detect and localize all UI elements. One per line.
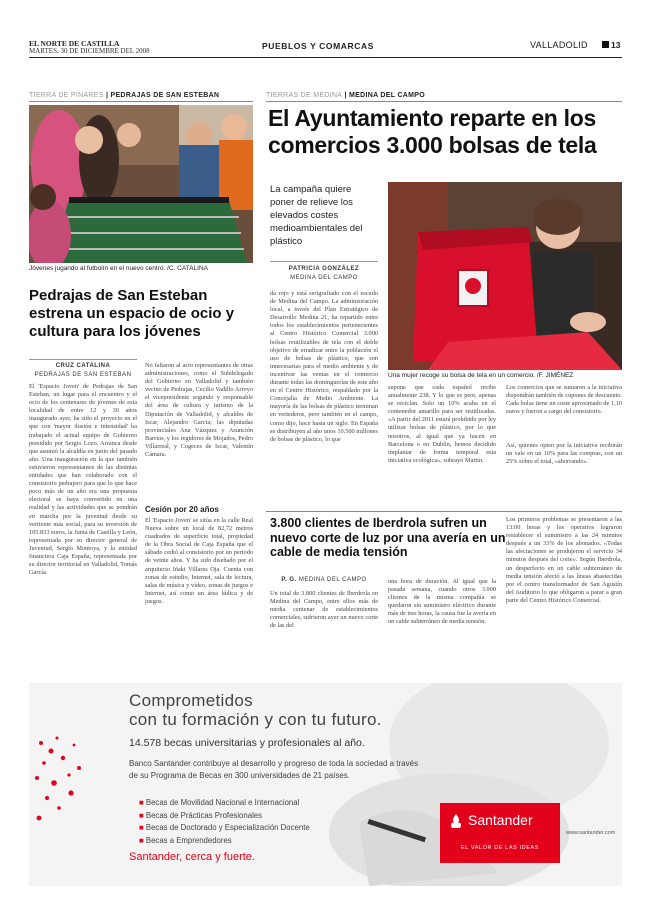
bullet-icon: ■ bbox=[139, 810, 144, 820]
iberdrola-headline: 3.800 clientes de Iberdrola sufren un nuevo corte de luz por una avería en un cable de media tensión bbox=[270, 516, 506, 559]
ad-description: Banco Santander contribuye al desarrollo y progreso de toda la sociedad a través de su Programa de Becas en 300 universidades de 21 países. bbox=[129, 759, 419, 780]
left-section-tag: TIERRA DE PINARES | PEDRAJAS DE SAN ESTEBAN bbox=[29, 92, 220, 99]
list-item: ■ Becas de Prácticas Profesionales bbox=[139, 810, 263, 820]
right-section-rule bbox=[266, 101, 622, 102]
right-col3-text: Los comercios que se sumaron a la iniciativa dispondrán también de cupones de descuento. Cada bolsa tiene un coste aproximado de 1,10 euros y fueron a cargo del consistorio. bbox=[506, 384, 622, 416]
right-section-tag: TIERRAS DE MEDINA | MEDINA DEL CAMPO bbox=[266, 92, 425, 99]
santander-ad[interactable] bbox=[29, 683, 622, 886]
santander-url[interactable]: www.santander.com bbox=[566, 830, 616, 836]
right-photo-caption: Una mujer recoge su bolsa de tela en un comercio. /F. JIMÉNEZ bbox=[388, 372, 574, 379]
page-number: 13 bbox=[611, 40, 621, 50]
red-bag-photo bbox=[388, 182, 622, 370]
right-byline-author: PATRICIA GONZÁLEZ bbox=[288, 266, 360, 272]
left-col2-text: No faltaron al acto representantes de otras administraciones, como el Subdelegado del Gobierno en Valladolid y también vecino de Pedrajas, Cecilio Vadillo Arroyo el vicepresidente segundo y responsable del área de cultura y turismo de la Diputación de Valladolid, y alcaldes de Iscar, Alejandro Garcia; las diputadas provinciales Ana Vázquez y Asunción Barrios, y los regidores de Mojados, Pedro Villarreal, y Cogeces de Iscar, Valentín Cámara. bbox=[145, 362, 253, 459]
right-col1-text: da rojo y está serigrafiado con el escudo de Medina del Campo. La administración local, a través del Plan Estratégico de Desarrollo Medina 21, ha repartido entre todos los establecimientos pertenecientes al Centro Histórico Comercial 3.000 bolsas reutilizables de tela con el doble objetivo de erradicar entre la población el uso de bolsas de plástico, que son innecesarias para el medio ambiente y de incentivar las ventas en el comercio durante todas las dominguerías de este año en el Centro Histórico, respaldado por la Concejalía de Medio Ambiente. La mayoría de las bolsas de plástico terminan en vertederos, pero también en el campo, como dijo, hace hasta un siglo. En España se distribuyen al año unos 10.500 millones de bolsas de plástico, lo que bbox=[270, 290, 378, 443]
section-title: PUEBLOS Y COMARCAS bbox=[262, 41, 375, 51]
list-item: ■ Becas de Movilidad Nacional e Internacional bbox=[139, 798, 300, 807]
right-byline-rule bbox=[270, 261, 378, 262]
ad-subtitle: 14.578 becas universitarias y profesionales al año. bbox=[129, 737, 365, 749]
list-item: ■ Becas de Doctorado y Especialización Docente bbox=[139, 823, 310, 832]
left-section-rule bbox=[29, 101, 253, 102]
header-rule bbox=[29, 57, 622, 58]
page-square-icon bbox=[602, 41, 609, 48]
masthead: EL NORTE DE CASTILLA bbox=[29, 39, 120, 48]
santander-logo-slogan: EL VALOR DE LAS IDEAS bbox=[460, 845, 539, 851]
iberdrola-col1-text: Un total de 3.800 clientes de Iberdrola en Medina del Campo, entre ellos más de media centenar de establecimientos comerciales, sufrieron ayer un nuevo corte de las del bbox=[270, 590, 378, 630]
bullet-icon: ■ bbox=[139, 823, 144, 832]
bullet-icon: ■ bbox=[139, 798, 144, 807]
left-subhead: Cesión por 20 años bbox=[145, 505, 219, 514]
santander-logo-box[interactable] bbox=[440, 803, 560, 863]
left-byline-rule bbox=[29, 359, 137, 360]
ad-title-line2: con tu formación y con tu futuro. bbox=[129, 710, 382, 729]
right-headline: El Ayuntamiento reparte en los comercios 3.000 bolsas de tela bbox=[268, 105, 597, 158]
bullet-icon: ■ bbox=[139, 835, 144, 845]
iberdrola-col3-text: Los primeros problemas se presentaron a las 13:00 horas y los operarios lograron restablecer el suministro a las 24 minutos después a un 33% de los abonados. «Todas las afectaciones se produjeron el servicio 34 minutos después del corte». Según Iberdrola, un desperfecto en un cable subterráneo de media tensión afectó a las líneas abastecidas por el centro transformador de San Agustín del Auditorio lo que obligaron a parar a gran parte del Centro Histórico Comercial. bbox=[506, 516, 622, 604]
left-byline-author: CRUZ CATALINA bbox=[55, 363, 111, 369]
ad-item-list bbox=[139, 797, 379, 847]
foosball-photo bbox=[29, 105, 253, 263]
issue-date: MARTES, 30 DE DICIEMBRE DEL 2008 bbox=[29, 47, 150, 55]
iberdrola-col2-text: una hora de duración. Al igual que la pasada semana, cuando otros 3.900 clientes de la misma compañía se quedaron sin suministro eléctrico durante más de tres horas, la causa fue la avería en un cable subterráneo de media tensión. bbox=[388, 578, 496, 626]
iberdrola-top-rule bbox=[266, 511, 622, 512]
santander-flame-icon bbox=[448, 813, 464, 829]
left-col1-text: El 'Espacio Joven' de Pedrajas de San Esteban, un lugar para el encuentro y el ocio de los centenares de jóvenes de esta localidad de entre 12 y 30 años inaugurado ayer, ha sido el proyecto en el que con 'mayor ilusión e intensidad' ha trabajado el actual equipo de Gobierno presidido por Sergio Lozo. Arranca desde que asumió la alcaldía en junio del pasado año. Una inauguración en la que también estuvieron representantes de las distintas entidades que han colaborado con el consistorio pedrajero para que lo que hace poco más de un año era una propuesta electoral se haya convertido en una realidad y las actividades que se pondrán en marcha por la juventud desde su vertiente más social, para su inversión de 105.833 euros, la Junta de Castilla y León, representada por su director general de Juventud, Sergio Montoya, y la entidad financiera Caja España, representada por su director territorial en Valladolid, Tomás García. bbox=[29, 383, 137, 577]
left-byline-location: PEDRAJAS DE SAN ESTEBAN bbox=[34, 372, 132, 378]
city-label: VALLADOLID bbox=[530, 40, 588, 50]
right-deck: La campaña quiere poner de relieve los elevados costes medioambientales del plástico bbox=[270, 184, 363, 247]
list-item: ■ Becas a Emprendedores bbox=[139, 835, 232, 845]
right-col2-text: supone que cada español recibe anualmente 238. Y lo que es peor, apenas se reciclan. Solo un 10% acaba en el contenedor amarillo para ser reutilizadas. «A partir del 2011 estará prohibido por ley utilizar bolsas de plástico, por lo que nosotros, al igual que ya hacen en Barcelona o en Dublín, hemos decidido implantar de forma temporal esta iniciativa ecológica», subrayó Martín. bbox=[388, 384, 496, 464]
santander-logo-name: Santander bbox=[468, 812, 533, 828]
left-headline: Pedrajas de San Esteban estrena un espacio de ocio y cultura para los jóvenes bbox=[29, 287, 235, 340]
iberdrola-byline: P. G. MEDINA DEL CAMPO bbox=[281, 577, 367, 583]
ad-tagline: Santander, cerca y fuerte. bbox=[129, 851, 255, 863]
right-col4-text: Así, quienes opten por la iniciativa recibirán un vale en un 10% para las compras, con un 25% sobre el total, «ahorrando». bbox=[506, 442, 622, 466]
ad-title-line1: Comprometidos bbox=[129, 691, 253, 710]
left-photo-caption: Jóvenes jugando al futbolín en el nuevo centro. /C. CATALINA bbox=[29, 265, 208, 272]
left-col2b-text: El 'Espacio Joven' se sitúa en la calle Real Nueva sobre un local de 82,72 metros cuadrados de superficie total, propiedad de la Obra Social de Caja España que el sábado cedió al consistorio por un periodo de veinte años. Y ha sido diseñado por el arquitecto Iñaki Villares Oja. Cuenta con zonas de estudio, Internet, sala de lectura, salas de música y vídeo, zonas de juegos e Internet, así como un área lúdica y de juegos. bbox=[145, 517, 253, 605]
right-byline-location: MEDINA DEL CAMPO bbox=[290, 275, 358, 281]
